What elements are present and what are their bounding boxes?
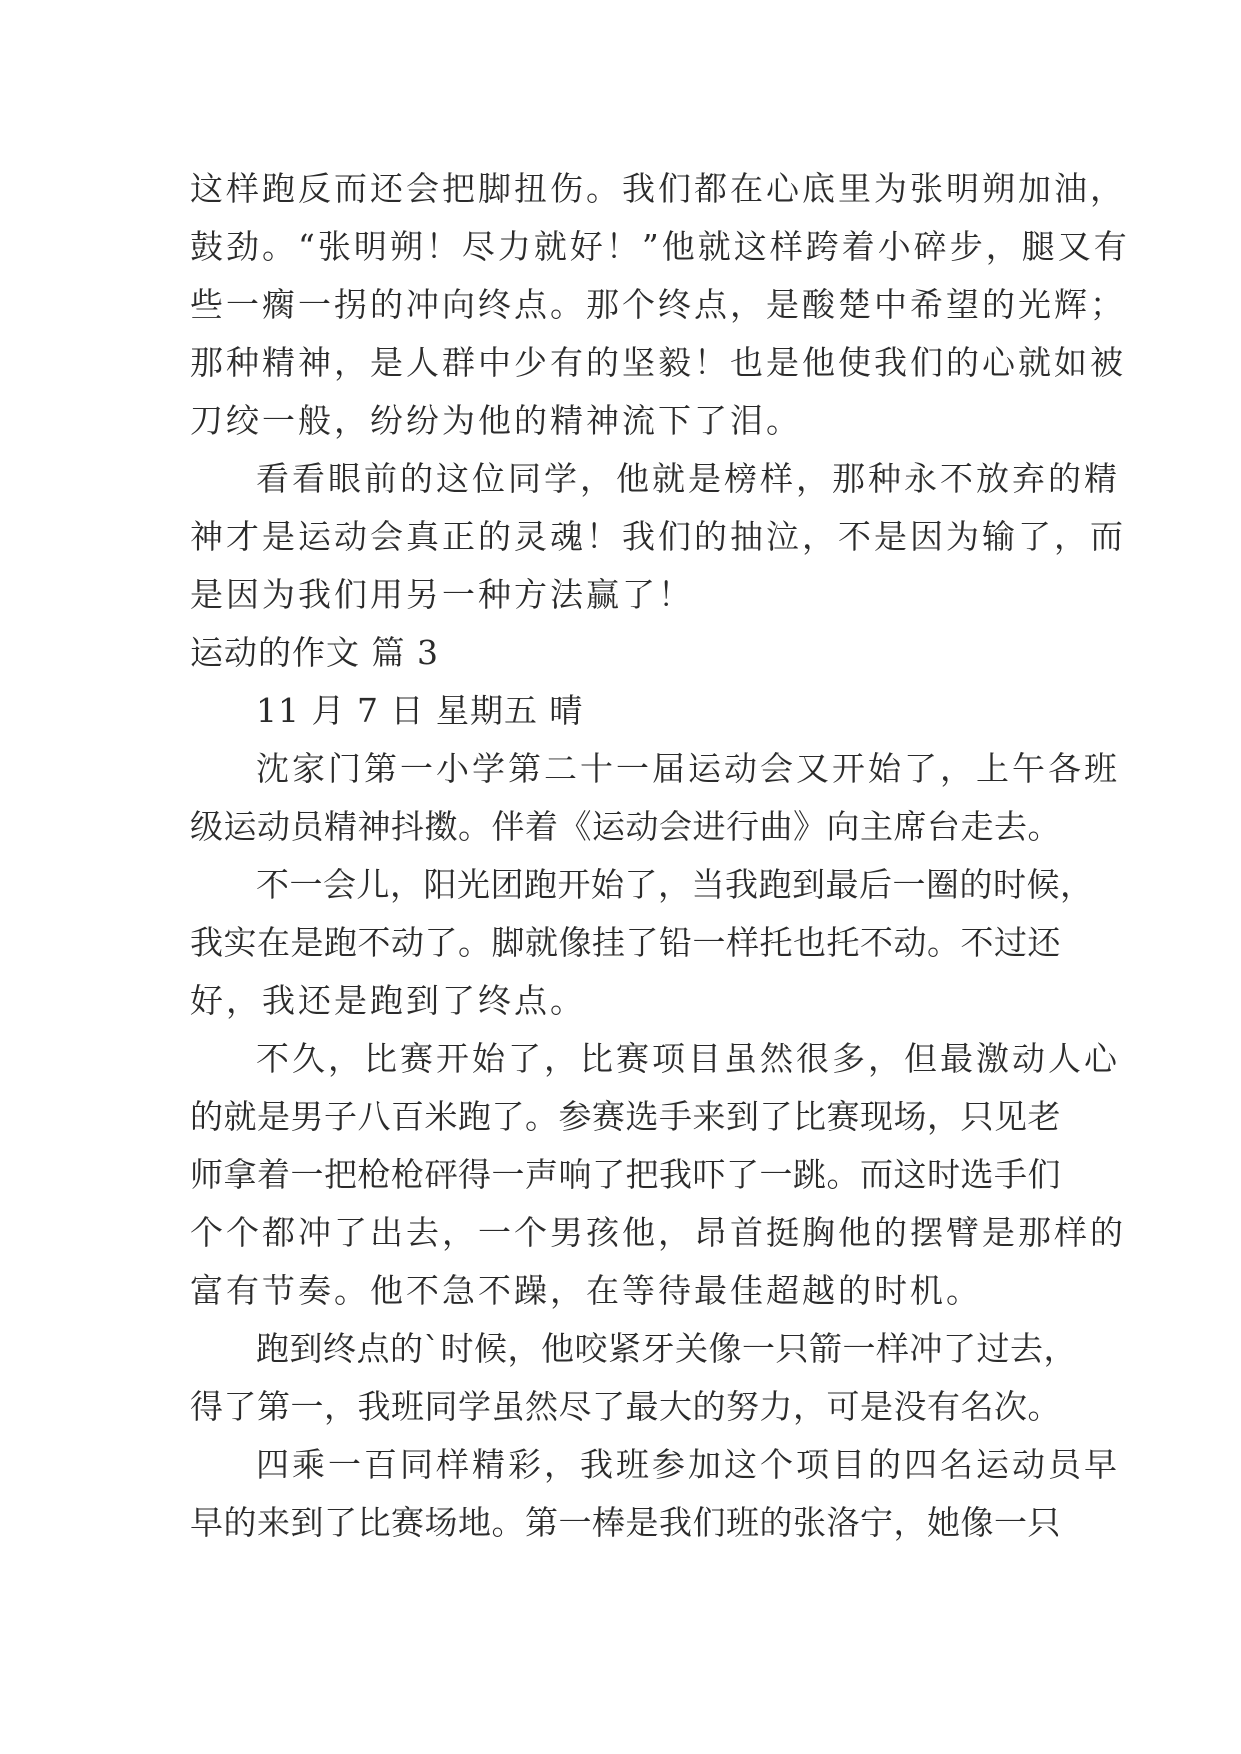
text-line: 师拿着一把枪枪砰得一声响了把我吓了一跳。而这时选手们 xyxy=(190,1155,1061,1194)
text-line: 些一瘸一拐的冲向终点。那个终点，是酸楚中希望的光辉； xyxy=(190,285,1126,324)
paragraph-first-line: 沈家门第一小学第二十一届运动会又开始了，上午各班 xyxy=(256,749,1120,788)
text-line: 富有节奏。他不急不躁，在等待最佳超越的时机。 xyxy=(190,1271,982,1310)
document-page xyxy=(190,160,1130,1552)
date-line: 11 月 7 日 星期五 晴 xyxy=(256,691,584,730)
paragraph-first-line: 不久，比赛开始了，比赛项目虽然很多，但最激动人心 xyxy=(256,1039,1120,1078)
text-line: 神才是运动会真正的灵魂！我们的抽泣，不是因为输了，而 xyxy=(190,517,1126,556)
text-line: 这样跑反而还会把脚扭伤。我们都在心底里为张明朔加油， xyxy=(190,169,1126,208)
paragraph-first-line: 跑到终点的`时候，他咬紧牙关像一只箭一样冲了过去， xyxy=(256,1329,1077,1368)
section-heading: 运动的作文 篇 3 xyxy=(190,633,439,672)
paragraph-first-line: 看看眼前的这位同学，他就是榜样，那种永不放弃的精 xyxy=(256,459,1120,498)
text-line: 我实在是跑不动了。脚就像挂了铅一样托也托不动。不过还 xyxy=(190,923,1061,962)
text-line: 好，我还是跑到了终点。 xyxy=(190,981,586,1020)
text-line: 刀绞一般，纷纷为他的精神流下了泪。 xyxy=(190,401,802,440)
paragraph-first-line: 四乘一百同样精彩，我班参加这个项目的四名运动员早 xyxy=(256,1445,1120,1484)
text-line: 个个都冲了出去，一个男孩他，昂首挺胸他的摆臂是那样的 xyxy=(190,1213,1126,1252)
text-line: 得了第一，我班同学虽然尽了最大的努力，可是没有名次。 xyxy=(190,1387,1061,1426)
text-line: 级运动员精神抖擞。伴着《运动会进行曲》向主席台走去。 xyxy=(190,807,1061,846)
text-line: 鼓劲。“张明朔！尽力就好！”他就这样跨着小碎步，腿又有 xyxy=(190,227,1130,266)
text-line: 那种精神，是人群中少有的坚毅！也是他使我们的心就如被 xyxy=(190,343,1126,382)
text-line: 的就是男子八百米跑了。参赛选手来到了比赛现场，只见老 xyxy=(190,1097,1061,1136)
text-line: 早的来到了比赛场地。第一棒是我们班的张洛宁，她像一只 xyxy=(190,1503,1061,1542)
text-line: 是因为我们用另一种方法赢了！ xyxy=(190,575,694,614)
paragraph-first-line: 不一会儿，阳光团跑开始了，当我跑到最后一圈的时候， xyxy=(256,865,1094,904)
